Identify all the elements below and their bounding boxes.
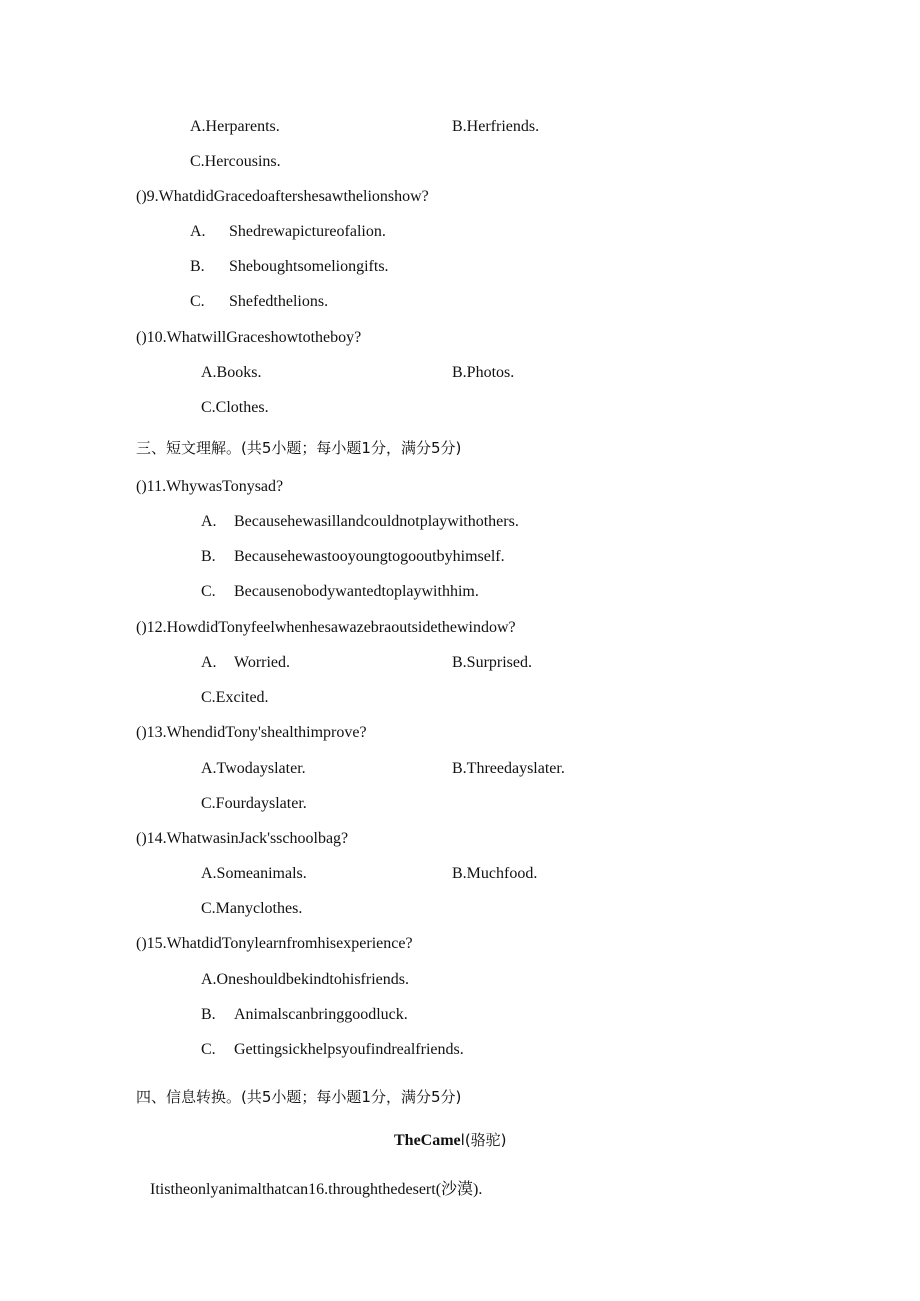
- passage-title-en: TheCame: [394, 1132, 461, 1149]
- q13-question: ()13.WhendidTony'shealthimprove?: [136, 724, 367, 741]
- q9-option-b-letter: B.: [190, 258, 205, 275]
- passage-line-1: Itistheonlyanimalthatcan16.throughthedesert(沙漠).: [150, 1181, 483, 1198]
- q14-question: ()14.WhatwasinJack'sschoolbag?: [136, 830, 349, 847]
- q12-option-a-letter: A.: [201, 654, 217, 671]
- q8-option-b: B.Herfriends.: [452, 118, 540, 135]
- passage-title: [394, 1130, 507, 1151]
- q9-option-b-text: Sheboughtsomeliongifts.: [229, 258, 389, 275]
- q8-option-a: A.Herparents.: [190, 118, 280, 135]
- q12-option-a-text: Worried.: [234, 654, 291, 671]
- q12-option-c: C.Excited.: [201, 689, 269, 706]
- q15-option-c-text: Gettingsickhelpsyoufindrealfriends.: [234, 1041, 464, 1058]
- q11-option-c-text: Becausenobodywantedtoplaywithhim.: [234, 583, 479, 600]
- q10-option-a: A.Books.: [201, 364, 262, 381]
- section-4-heading: 四、信息转换。(共5小题；每小题1分，满分5分): [136, 1088, 462, 1106]
- q11-option-c-letter: C.: [201, 583, 216, 600]
- section-3-heading: 三、短文理解。(共5小题；每小题1分，满分5分): [136, 439, 462, 457]
- q8-option-c: C.Hercousins.: [190, 153, 281, 170]
- q9-option-c-letter: C.: [190, 293, 205, 310]
- passage-title-cn: l(骆驼): [460, 1131, 507, 1149]
- q15-option-b-letter: B.: [201, 1006, 216, 1023]
- q9-option-c-text: Shefedthelions.: [229, 293, 329, 310]
- q14-option-b: B.Muchfood.: [452, 865, 538, 882]
- q12-question: ()12.HowdidTonyfeelwhenhesawazebraoutsidethewindow?: [136, 619, 516, 636]
- q13-option-c: C.Fourdayslater.: [201, 795, 307, 812]
- q11-option-b-letter: B.: [201, 548, 216, 565]
- q9-option-a-letter: A.: [190, 223, 206, 240]
- q11-question: ()11.WhywasTonysad?: [136, 478, 284, 495]
- q10-option-c: C.Clothes.: [201, 399, 269, 416]
- q15-option-c-letter: C.: [201, 1041, 216, 1058]
- q15-option-a: A.Oneshouldbekindtohisfriends.: [201, 971, 409, 988]
- q15-question: ()15.WhatdidTonylearnfromhisexperience?: [136, 935, 413, 952]
- q14-option-a: A.Someanimals.: [201, 865, 307, 882]
- q11-option-b-text: Becausehewastooyoungtogooutbyhimself.: [234, 548, 505, 565]
- q11-option-a-letter: A.: [201, 513, 217, 530]
- q10-question: ()10.WhatwillGraceshowtotheboy?: [136, 329, 362, 346]
- q9-question: ()9.WhatdidGracedoaftershesawthelionshow?: [136, 188, 429, 205]
- q13-option-a: A.Twodayslater.: [201, 760, 306, 777]
- q11-option-a-text: Becausehewasillandcouldnotplaywithothers.: [234, 513, 519, 530]
- q12-option-b: B.Surprised.: [452, 654, 532, 671]
- q14-option-c: C.Manyclothes.: [201, 900, 303, 917]
- q9-option-a-text: Shedrewapictureofalion.: [229, 223, 386, 240]
- q15-option-b-text: Animalscanbringgoodluck.: [234, 1006, 408, 1023]
- q10-option-b: B.Photos.: [452, 364, 515, 381]
- q13-option-b: B.Threedayslater.: [452, 760, 565, 777]
